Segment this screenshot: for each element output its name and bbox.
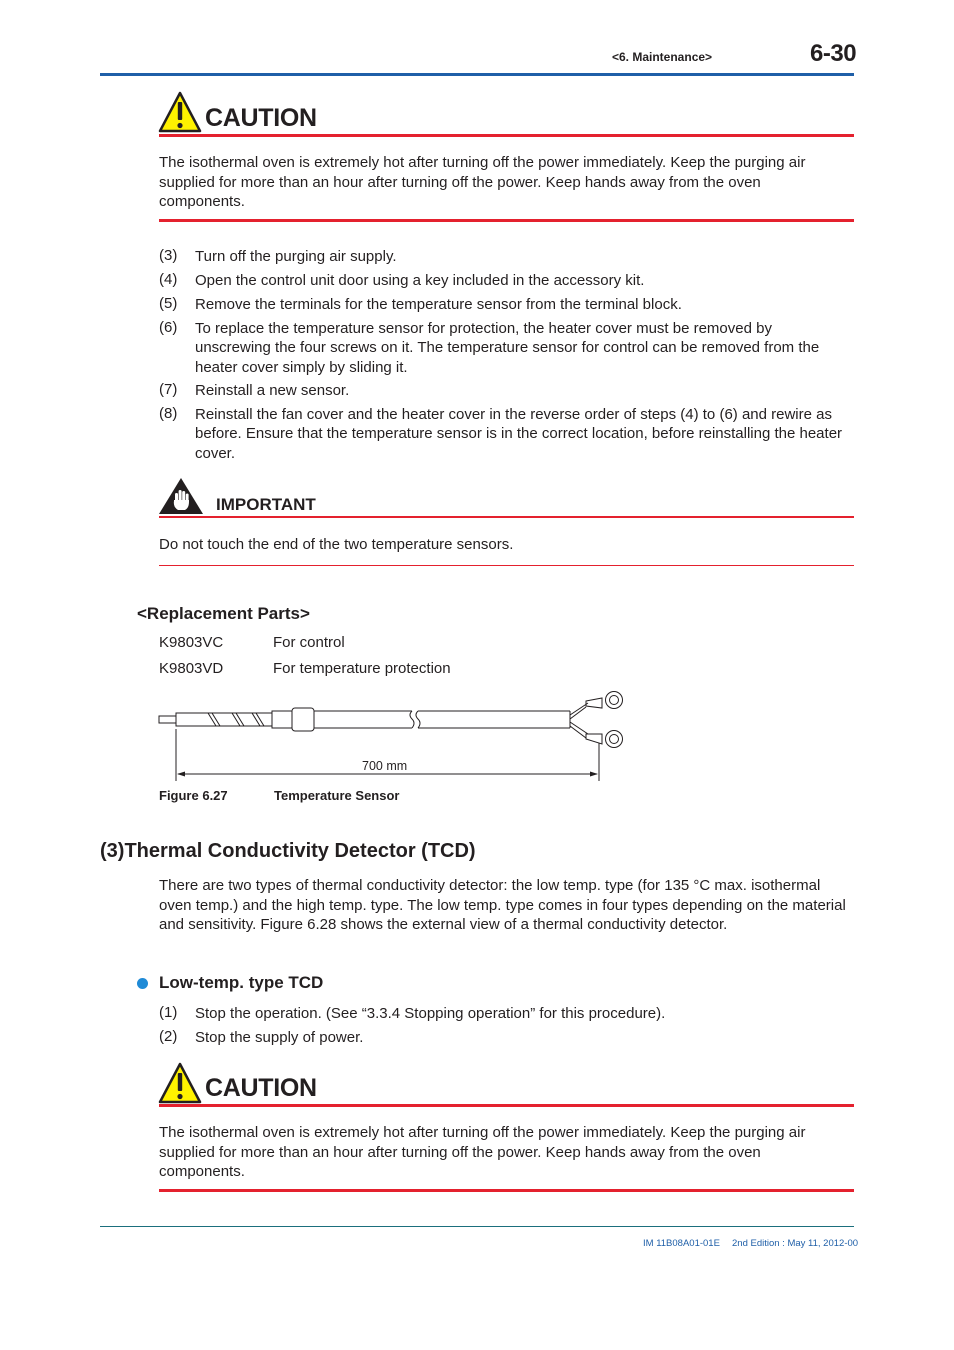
warning-triangle-icon [158, 91, 202, 133]
part-code: K9803VD [159, 660, 224, 677]
step-number: (3) [159, 247, 178, 264]
footer-rule [100, 1226, 854, 1227]
caution-top-rule [159, 134, 854, 137]
caution-bottom-rule [159, 219, 854, 222]
important-title: IMPORTANT [216, 495, 316, 514]
part-description: For temperature protection [273, 660, 451, 677]
step-number: (1) [159, 1004, 178, 1021]
important-bottom-rule [159, 565, 854, 566]
step-text: Stop the operation. (See “3.3.4 Stopping operation” for this procedure). [195, 1005, 666, 1022]
step-text: Reinstall the fan cover and the heater cover in the reverse order of steps (4) to (6) and rewire as before. Ensure that the temperature sensor is in the correct location, before reinstalling the heater cover. [195, 406, 843, 462]
header-rule [100, 73, 854, 76]
bullet-icon [137, 978, 148, 989]
footer-edition: 2nd Edition : May 11, 2012-00 [732, 1238, 859, 1249]
figure-number: Figure 6.27 [159, 788, 228, 803]
caution-title: CAUTION [205, 104, 317, 132]
dimension-label: 700 mm [362, 759, 408, 773]
important-hand-icon [158, 477, 204, 515]
step-text: Open the control unit door using a key included in the accessory kit. [195, 272, 645, 289]
replacement-parts-heading: <Replacement Parts> [137, 604, 310, 623]
section-intro: There are two types of thermal conductivity detector: the low temp. type (for 135 °C max. isothermal oven temp.) and the high temp. type. The low temp. type comes in four types depending on the material and sensitivity. Figure 6.28 shows the external view of a thermal conductivity detector. [159, 877, 846, 933]
important-top-rule [159, 516, 854, 518]
step-text: Stop the supply of power. [195, 1029, 364, 1046]
step-text: Reinstall a new sensor. [195, 382, 350, 399]
caution-bottom-rule [159, 1189, 854, 1192]
section-title: (3)Thermal Conductivity Detector (TCD) [100, 840, 476, 862]
part-description: For control [273, 634, 345, 651]
step-text: Turn off the purging air supply. [195, 248, 397, 265]
step-text: To replace the temperature sensor for protection, the heater cover must be removed by unscrewing the four screws on it. The temperature sensor for control can be removed from the heater cover simply by sliding it. [195, 320, 820, 376]
caution-top-rule [159, 1104, 854, 1107]
warning-triangle-icon [158, 1062, 202, 1104]
figure-title: Temperature Sensor [274, 788, 400, 803]
step-number: (8) [159, 405, 178, 422]
step-number: (2) [159, 1028, 178, 1045]
page-number: 6-30 [810, 40, 857, 67]
subsection-heading: Low-temp. type TCD [159, 973, 324, 992]
step-number: (5) [159, 295, 178, 312]
footer-doc-id: IM 11B08A01-01E [643, 1238, 720, 1249]
step-number: (4) [159, 271, 178, 288]
step-number: (6) [159, 319, 178, 336]
caution-title: CAUTION [205, 1074, 317, 1102]
header-section-label: <6. Maintenance> [612, 50, 713, 64]
important-text: Do not touch the end of the two temperature sensors. [159, 536, 514, 553]
caution-text: The isothermal oven is extremely hot after turning off the power immediately. Keep the purging air supplied for more than an hour after turning off the power. Keep hands away from the oven components. [159, 154, 806, 210]
step-text: Remove the terminals for the temperature sensor from the terminal block. [195, 296, 682, 313]
caution-text: The isothermal oven is extremely hot after turning off the power immediately. Keep the purging air supplied for more than an hour after turning off the power. Keep hands away from the oven components. [159, 1124, 806, 1180]
step-number: (7) [159, 381, 178, 398]
part-code: K9803VC [159, 634, 224, 651]
